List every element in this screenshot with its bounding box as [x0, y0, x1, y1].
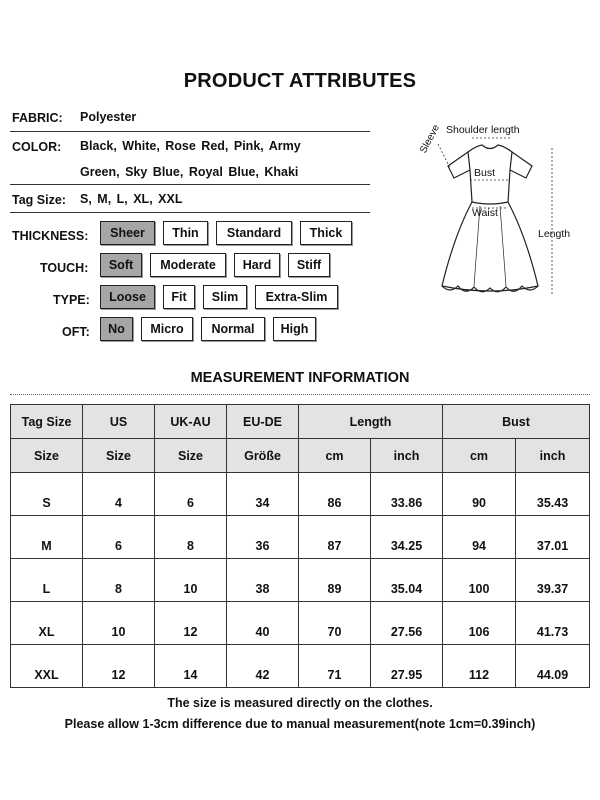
table-cell: 4 — [83, 473, 155, 516]
table-cell: 41.73 — [516, 602, 590, 645]
header-cell: EU-DE — [227, 405, 299, 439]
table-cell: 39.37 — [516, 559, 590, 602]
table-subheader-row — [11, 439, 590, 473]
header-cell: Bust — [443, 405, 590, 439]
type-options — [100, 285, 346, 309]
waist-label: Waist — [472, 207, 498, 219]
table-row — [11, 559, 590, 602]
table-cell: 106 — [443, 602, 516, 645]
table-cell: M — [11, 516, 83, 559]
oft-label: OFT: — [62, 325, 90, 339]
table-header-row — [11, 405, 590, 439]
header-cell: UK-AU — [155, 405, 227, 439]
subheader-cell: inch — [371, 439, 443, 473]
table-cell: 27.56 — [371, 602, 443, 645]
dress-measurement-diagram — [410, 118, 600, 308]
table-cell: 34.25 — [371, 516, 443, 559]
dotted-divider — [10, 394, 590, 395]
subheader-cell: Größe — [227, 439, 299, 473]
length-label: Length — [538, 228, 571, 240]
note-allowance: Please allow 1-3cm difference due to manual measurement(note 1cm=0.39inch) — [64, 717, 536, 731]
table-cell: S — [11, 473, 83, 516]
header-cell: US — [83, 405, 155, 439]
table-cell: 90 — [443, 473, 516, 516]
table-cell: 14 — [155, 645, 227, 688]
table-cell: 44.09 — [516, 645, 590, 688]
thickness-option-thick[interactable]: Thick — [300, 221, 352, 245]
table-cell: 42 — [227, 645, 299, 688]
type-option-slim[interactable]: Slim — [203, 285, 247, 309]
touch-option-hard[interactable]: Hard — [234, 253, 280, 277]
oft-option-high[interactable]: High — [273, 317, 316, 341]
touch-options — [100, 253, 338, 277]
table-cell: 8 — [155, 516, 227, 559]
thickness-option-standard[interactable]: Standard — [216, 221, 292, 245]
fabric-label: FABRIC: — [12, 111, 63, 125]
table-row — [11, 602, 590, 645]
table-cell: 6 — [155, 473, 227, 516]
table-row — [11, 473, 590, 516]
thickness-options — [100, 221, 360, 245]
table-cell: 100 — [443, 559, 516, 602]
header-cell: Tag Size — [11, 405, 83, 439]
touch-option-moderate[interactable]: Moderate — [150, 253, 226, 277]
table-cell: 70 — [299, 602, 371, 645]
oft-options — [100, 317, 324, 341]
subheader-cell: cm — [299, 439, 371, 473]
note-measured-directly: The size is measured directly on the clothes. — [167, 696, 433, 710]
subheader-cell: Size — [11, 439, 83, 473]
thickness-option-sheer[interactable]: Sheer — [100, 221, 155, 245]
bust-label: Bust — [474, 167, 496, 179]
table-cell: 35.04 — [371, 559, 443, 602]
table-cell: 38 — [227, 559, 299, 602]
table-cell: 12 — [83, 645, 155, 688]
table-cell: L — [11, 559, 83, 602]
subheader-cell: Size — [83, 439, 155, 473]
touch-label: TOUCH: — [40, 261, 89, 275]
thickness-label: THICKNESS: — [12, 229, 89, 243]
page-title: PRODUCT ATTRIBUTES — [183, 70, 417, 92]
thickness-option-thin[interactable]: Thin — [163, 221, 208, 245]
type-option-loose[interactable]: Loose — [100, 285, 155, 309]
table-cell: 34 — [227, 473, 299, 516]
fabric-value: Polyester — [80, 110, 137, 124]
table-cell: 35.43 — [516, 473, 590, 516]
type-label: TYPE: — [53, 293, 90, 307]
table-cell: 10 — [155, 559, 227, 602]
table-cell: 94 — [443, 516, 516, 559]
color-value-line1: Black, White, Rose Red, Pink, Army — [80, 139, 301, 153]
table-cell: 36 — [227, 516, 299, 559]
sleeve-label: Sleeve — [418, 123, 443, 156]
table-cell: XL — [11, 602, 83, 645]
color-label: COLOR: — [12, 140, 62, 154]
divider — [10, 212, 370, 213]
subheader-cell: inch — [516, 439, 590, 473]
table-cell: 33.86 — [371, 473, 443, 516]
table-row — [11, 516, 590, 559]
table-row — [11, 645, 590, 688]
table-cell: 27.95 — [371, 645, 443, 688]
divider — [10, 131, 370, 132]
table-cell: 40 — [227, 602, 299, 645]
table-cell: 37.01 — [516, 516, 590, 559]
table-cell: 10 — [83, 602, 155, 645]
table-cell: 12 — [155, 602, 227, 645]
oft-option-no[interactable]: No — [100, 317, 133, 341]
tag-size-label: Tag Size: — [12, 193, 66, 207]
tag-size-value: S, M, L, XL, XXL — [80, 192, 183, 206]
table-cell: 87 — [299, 516, 371, 559]
type-option-extra-slim[interactable]: Extra-Slim — [255, 285, 338, 309]
shoulder-length-label: Shoulder length — [446, 124, 520, 136]
measurement-title: MEASUREMENT INFORMATION — [190, 370, 410, 386]
subheader-cell: cm — [443, 439, 516, 473]
oft-option-micro[interactable]: Micro — [141, 317, 193, 341]
table-cell: 89 — [299, 559, 371, 602]
type-option-fit[interactable]: Fit — [163, 285, 195, 309]
oft-option-normal[interactable]: Normal — [201, 317, 265, 341]
touch-option-soft[interactable]: Soft — [100, 253, 142, 277]
subheader-cell: Size — [155, 439, 227, 473]
table-cell: XXL — [11, 645, 83, 688]
table-cell: 86 — [299, 473, 371, 516]
table-cell: 8 — [83, 559, 155, 602]
divider — [10, 184, 370, 185]
measurement-table — [10, 404, 590, 688]
color-value-line2: Green, Sky Blue, Royal Blue, Khaki — [80, 165, 299, 179]
table-cell: 6 — [83, 516, 155, 559]
table-cell: 71 — [299, 645, 371, 688]
header-cell: Length — [299, 405, 443, 439]
table-cell: 112 — [443, 645, 516, 688]
touch-option-stiff[interactable]: Stiff — [288, 253, 330, 277]
